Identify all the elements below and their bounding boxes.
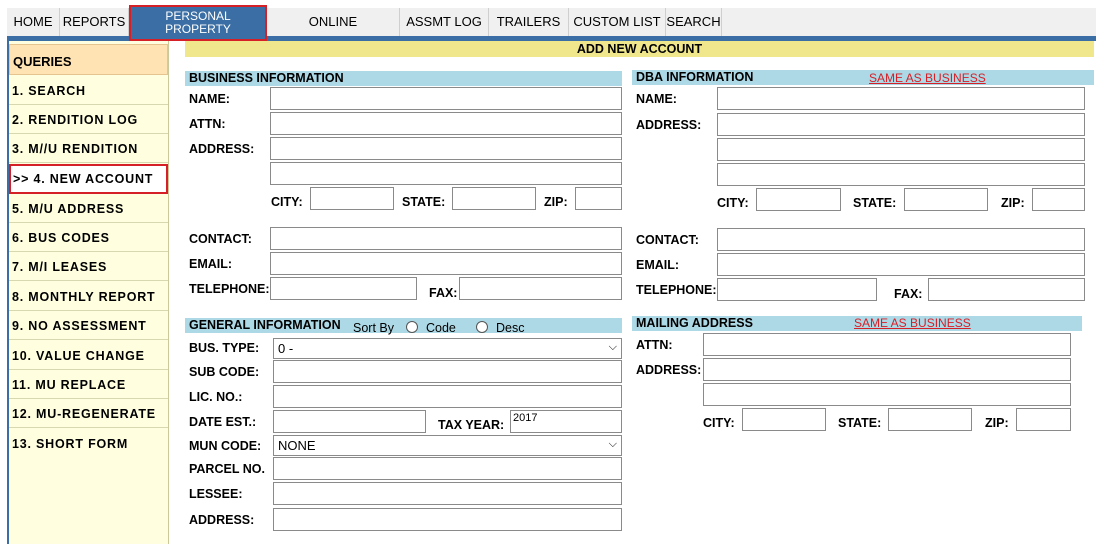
lic-no-input[interactable] [273,385,622,408]
dba-fax-input[interactable] [928,278,1085,301]
general-section-header [185,318,622,333]
chevron-down-icon: ⌵ [608,341,617,353]
dba-email-input[interactable] [717,253,1085,276]
lessee-label: LESSEE: [189,487,243,501]
business-address-line2[interactable] [270,162,622,185]
page-title: ADD NEW ACCOUNT [185,41,1094,57]
dba-same-as-business-link[interactable]: SAME AS BUSINESS [869,71,986,85]
sub-code-label: SUB CODE: [189,365,260,379]
business-section-header: BUSINESS INFORMATION [185,71,622,86]
sort-desc-radio[interactable] [476,321,488,333]
parcel-no-label: PARCEL NO. [189,462,265,476]
dba-zip-input[interactable] [1032,188,1085,211]
dba-contact-input[interactable] [717,228,1085,251]
business-name-input[interactable] [270,87,622,110]
business-contact-label: CONTACT: [189,232,252,246]
parcel-no-input[interactable] [273,457,622,480]
business-telephone-label: TELEPHONE: [189,282,270,296]
business-zip-input[interactable] [575,187,622,210]
nav-custom-list[interactable]: CUSTOM LIST [569,8,666,36]
business-email-input[interactable] [270,252,622,275]
mun-code-value: NONE [278,438,316,453]
sidebar-item-short-form[interactable]: 13. SHORT FORM [12,437,129,451]
business-city-input[interactable] [310,187,394,210]
bus-type-label: BUS. TYPE: [189,341,260,355]
business-state-input[interactable] [452,187,536,210]
sidebar-item-value-change[interactable]: 10. VALUE CHANGE [9,341,168,370]
nav-personal-property[interactable] [129,5,267,41]
dba-state-label: STATE: [853,196,897,210]
mailing-city-label: CITY: [703,416,735,430]
dba-telephone-label: TELEPHONE: [636,283,717,297]
dba-name-input[interactable] [717,87,1085,110]
bus-type-value: 0 - [278,341,294,356]
dba-email-label: EMAIL: [636,258,680,272]
general-address-label: ADDRESS: [189,513,255,527]
sidebar-item-mu-replace[interactable]: 11. MU REPLACE [9,370,168,399]
date-est-label: DATE EST.: [189,415,257,429]
sort-desc-label: Desc [496,321,525,335]
dba-address-line1[interactable] [717,113,1085,136]
bus-type-select[interactable] [273,338,622,359]
mailing-attn-label: ATTN: [636,338,673,352]
sub-code-input[interactable] [273,360,622,383]
nav-reports[interactable]: REPORTS [60,8,129,36]
business-attn-label: ATTN: [189,117,226,131]
sidebar-item-mu-address[interactable]: 5. M/U ADDRESS [9,194,168,223]
mailing-city-input[interactable] [742,408,826,431]
sidebar-item-mu-rendition[interactable]: 3. M//U RENDITION [9,134,168,163]
sidebar-item-new-account[interactable]: >> 4. NEW ACCOUNT [9,164,168,194]
general-address-input[interactable] [273,508,622,531]
mailing-address-line1[interactable] [703,358,1071,381]
dba-address-line2[interactable] [717,138,1085,161]
business-fax-input[interactable] [459,277,622,300]
lessee-input[interactable] [273,482,622,505]
mailing-state-input[interactable] [888,408,972,431]
lic-no-label: LIC. NO.: [189,390,243,404]
dba-contact-label: CONTACT: [636,233,699,247]
nav-active-line2: PROPERTY [165,22,231,36]
mailing-state-label: STATE: [838,416,882,430]
business-telephone-input[interactable] [270,277,417,300]
dba-address-line3[interactable] [717,163,1085,186]
mailing-same-as-business-link[interactable]: SAME AS BUSINESS [854,316,971,330]
dba-state-input[interactable] [904,188,988,211]
business-state-label: STATE: [402,195,446,209]
nav-trailers[interactable]: TRAILERS [489,8,569,36]
mailing-address-label: ADDRESS: [636,363,702,377]
business-address-label: ADDRESS: [189,142,255,156]
mailing-zip-input[interactable] [1016,408,1071,431]
sidebar-item-bus-codes[interactable]: 6. BUS CODES [9,223,168,252]
nav-active-line1: PERSONAL [165,9,231,23]
business-name-label: NAME: [189,92,230,106]
date-est-input[interactable] [273,410,426,433]
dba-city-input[interactable] [756,188,841,211]
business-email-label: EMAIL: [189,257,233,271]
sort-by-label: Sort By [353,321,394,335]
general-section-title: GENERAL INFORMATION [189,318,341,332]
mailing-section-header: MAILING ADDRESS [632,316,1082,331]
business-city-label: CITY: [271,195,303,209]
sidebar-header: QUERIES [9,44,168,75]
nav-online-renditions[interactable]: ONLINE [267,8,400,36]
sort-code-radio[interactable] [406,321,418,333]
business-zip-label: ZIP: [544,195,568,209]
dba-name-label: NAME: [636,92,677,106]
dba-section-header: DBA INFORMATION [632,70,1094,85]
mailing-zip-label: ZIP: [985,416,1009,430]
business-contact-input[interactable] [270,227,622,250]
sidebar-item-search[interactable]: 1. SEARCH [9,76,168,105]
mailing-attn-input[interactable] [703,333,1071,356]
sort-code-label: Code [426,321,456,335]
chevron-down-icon: ⌵ [608,438,617,450]
business-address-line1[interactable] [270,137,622,160]
business-fax-label: FAX: [429,286,458,300]
dba-fax-label: FAX: [894,287,923,301]
mun-code-select[interactable] [273,435,622,456]
sidebar-item-monthly-report[interactable]: 8. MONTHLY REPORT [9,282,168,311]
mun-code-label: MUN CODE: [189,439,262,453]
tax-year-input[interactable]: 2017 [510,410,622,433]
dba-city-label: CITY: [717,196,749,210]
tax-year-label: TAX YEAR: [438,418,505,432]
nav-assmt-log[interactable]: ASSMT LOG [400,8,489,36]
nav-home[interactable]: HOME [7,8,60,36]
nav-search[interactable]: SEARCH [666,8,722,36]
dba-zip-label: ZIP: [1001,196,1025,210]
dba-address-label: ADDRESS: [636,118,702,132]
mailing-address-line2[interactable] [703,383,1071,406]
dba-telephone-input[interactable] [717,278,877,301]
sidebar-item-mi-leases[interactable]: 7. M/I LEASES [9,252,168,281]
business-attn-input[interactable] [270,112,622,135]
sidebar-item-mu-regenerate[interactable]: 12. MU-REGENERATE [9,399,168,428]
sidebar-item-rendition-log[interactable]: 2. RENDITION LOG [9,105,168,134]
sidebar-item-no-assessment[interactable]: 9. NO ASSESSMENT [9,311,168,340]
